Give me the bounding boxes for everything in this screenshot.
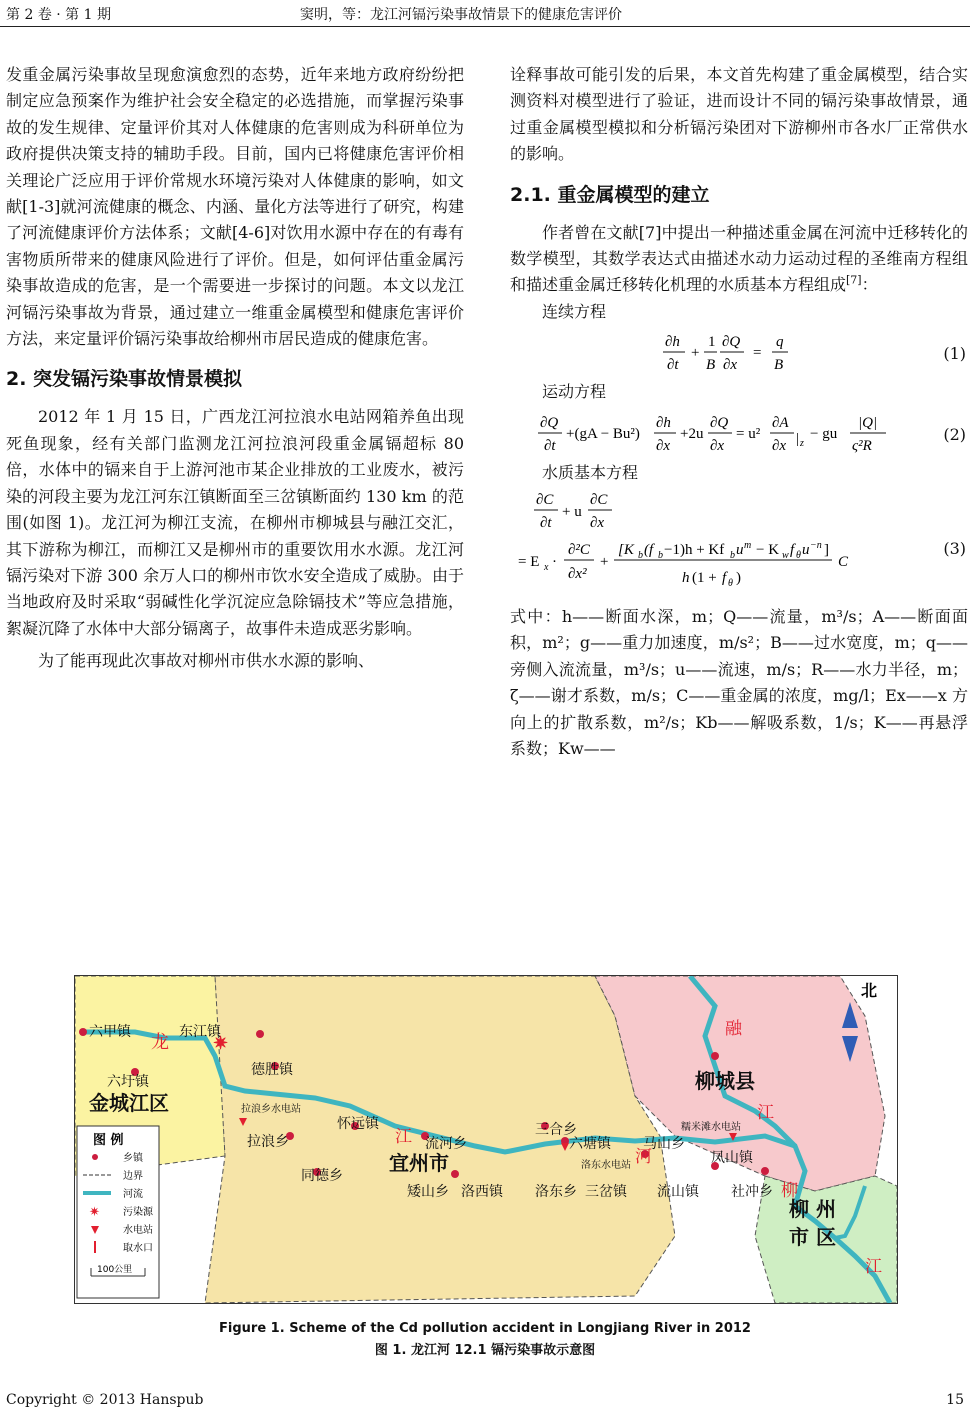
right-column bbox=[510, 62, 968, 763]
svg-text:C: C bbox=[838, 554, 849, 571]
svg-text:(f: (f bbox=[644, 542, 654, 559]
svg-text:矮山乡: 矮山乡 bbox=[407, 1184, 449, 1200]
svg-text:凤山镇: 凤山镇 bbox=[711, 1150, 753, 1166]
paragraph: 为了能再现此次事故对柳州市供水水源的影响、 bbox=[38, 651, 375, 671]
svg-text:∂C: ∂C bbox=[536, 492, 554, 509]
svg-text:∂x: ∂x bbox=[710, 437, 725, 454]
journal-volume: 第 2 卷 · 第 1 期 bbox=[6, 7, 111, 23]
svg-text:+: + bbox=[600, 554, 609, 571]
svg-text:− K: − K bbox=[756, 542, 780, 559]
svg-text:∂Q: ∂Q bbox=[710, 414, 729, 431]
svg-text:水电站: 水电站 bbox=[123, 1225, 153, 1236]
momentum-equation bbox=[510, 410, 940, 456]
svg-text:∂C: ∂C bbox=[590, 492, 608, 509]
svg-text:1: 1 bbox=[708, 334, 716, 351]
subsection-heading: 2.1. 重金属模型的建立 bbox=[510, 183, 710, 206]
svg-text:=: = bbox=[753, 345, 762, 362]
svg-text:江: 江 bbox=[865, 1257, 882, 1277]
svg-text:x: x bbox=[544, 562, 549, 574]
equation-label: 运动方程 bbox=[542, 382, 607, 402]
svg-text:+: + bbox=[691, 345, 700, 362]
water-quality-equation bbox=[510, 490, 940, 590]
svg-text:边界: 边界 bbox=[123, 1171, 143, 1182]
svg-text:f: f bbox=[722, 570, 727, 587]
map-figure bbox=[74, 975, 898, 1304]
svg-text:B: B bbox=[706, 357, 716, 374]
svg-text:德胜镇: 德胜镇 bbox=[251, 1062, 293, 1078]
continuity-equation bbox=[510, 329, 940, 375]
svg-text:∂Q: ∂Q bbox=[540, 414, 559, 431]
svg-text:∂t: ∂t bbox=[544, 437, 556, 454]
svg-text:江: 江 bbox=[757, 1103, 774, 1123]
svg-text:θ: θ bbox=[728, 578, 733, 590]
paragraph: 诠释事故可能引发的后果，本文首先构建了重金属模型，结合实测资料对模型进行了验证，进而设计不同的镉污染事故情景，通过重金属模型模拟和分析镉污染团对下游柳州市各水厂正常供水的影响。 bbox=[510, 65, 968, 164]
svg-text:b: b bbox=[638, 550, 643, 562]
running-header bbox=[0, 0, 970, 27]
svg-text:三合乡: 三合乡 bbox=[535, 1122, 577, 1138]
svg-text:u: u bbox=[802, 542, 810, 559]
svg-text:东江镇: 东江镇 bbox=[179, 1024, 221, 1040]
svg-text:流河乡: 流河乡 bbox=[425, 1136, 467, 1152]
svg-text:|: | bbox=[796, 430, 800, 447]
svg-text:宜州市: 宜州市 bbox=[389, 1151, 449, 1175]
svg-text:柳城县: 柳城县 bbox=[695, 1069, 755, 1093]
svg-text:w: w bbox=[782, 550, 789, 562]
svg-text:融: 融 bbox=[725, 1019, 742, 1039]
svg-text:[K: [K bbox=[618, 542, 634, 559]
svg-text:θ: θ bbox=[796, 550, 801, 562]
figure-caption-zh: 图 1. 龙江河 12.1 镉污染事故示意图 bbox=[374, 1343, 596, 1358]
running-title: 窦明，等：龙江河镉污染事故情景下的健康危害评价 bbox=[300, 7, 622, 23]
equation-2 bbox=[510, 410, 968, 456]
svg-text:u: u bbox=[736, 542, 744, 559]
svg-text:马山乡: 马山乡 bbox=[643, 1136, 685, 1152]
svg-text:m: m bbox=[744, 540, 752, 552]
svg-text:∂h: ∂h bbox=[656, 414, 671, 431]
svg-text:= E: = E bbox=[518, 554, 540, 571]
svg-text:+ u: + u bbox=[562, 504, 582, 521]
svg-text:B: B bbox=[774, 357, 784, 374]
svg-text:河: 河 bbox=[635, 1147, 652, 1167]
svg-text:金城江区: 金城江区 bbox=[89, 1091, 169, 1115]
svg-text:− gu: − gu bbox=[810, 425, 838, 442]
equation-label: 水质基本方程 bbox=[542, 462, 639, 482]
svg-text:图 例: 图 例 bbox=[93, 1133, 124, 1148]
svg-text:∂x²: ∂x² bbox=[568, 566, 587, 583]
page-number: 15 bbox=[946, 1392, 964, 1408]
figure-caption-en: Figure 1. Scheme of the Cd pollution accident in Longjiang River in 2012 bbox=[219, 1321, 751, 1336]
svg-text:]: ] bbox=[824, 542, 829, 559]
svg-text:(1 +: (1 + bbox=[692, 570, 717, 587]
svg-text:∂t: ∂t bbox=[540, 515, 552, 532]
svg-text:∂h: ∂h bbox=[665, 334, 680, 351]
svg-text:取水口: 取水口 bbox=[123, 1243, 153, 1254]
svg-text:−n: −n bbox=[810, 540, 822, 552]
paragraph: 作者曾在文献[7]中提出一种描述重金属在河流中迁移转化的数学模型，其数学表达式由描述水动力运动过程的圣维南方程组和描述重金属迁移转化机理的水质基本方程组成[7]： bbox=[510, 222, 968, 295]
svg-text:∂x: ∂x bbox=[772, 437, 787, 454]
svg-text:三岔镇: 三岔镇 bbox=[585, 1184, 627, 1200]
equation-3 bbox=[510, 490, 968, 590]
svg-text:糯米滩水电站: 糯米滩水电站 bbox=[681, 1122, 741, 1133]
pollution-map bbox=[75, 976, 897, 1303]
svg-text:): ) bbox=[736, 570, 741, 587]
svg-text:六圩镇: 六圩镇 bbox=[107, 1074, 149, 1090]
svg-text:六塘镇: 六塘镇 bbox=[569, 1136, 611, 1152]
svg-text:∂x: ∂x bbox=[590, 515, 605, 532]
left-column bbox=[6, 62, 464, 675]
svg-text:拉浪乡: 拉浪乡 bbox=[247, 1134, 289, 1150]
svg-text:∂²C: ∂²C bbox=[568, 542, 590, 559]
svg-text:江: 江 bbox=[395, 1127, 412, 1147]
svg-text:洛东水电站: 洛东水电站 bbox=[581, 1160, 631, 1171]
equation-number: (2) bbox=[943, 424, 966, 444]
svg-text:柳 州: 柳 州 bbox=[789, 1197, 836, 1221]
svg-text:= u²: = u² bbox=[736, 425, 761, 442]
svg-text:z: z bbox=[800, 437, 804, 449]
section-heading: 2. 突发镉污染事故情景模拟 bbox=[6, 368, 243, 391]
svg-text:✷: ✷ bbox=[89, 1205, 100, 1220]
svg-text:∂Q: ∂Q bbox=[722, 334, 741, 351]
svg-text:乡镇: 乡镇 bbox=[123, 1153, 143, 1164]
paragraph: 2012 年 1 月 15 日，广西龙江河拉浪水电站网箱养鱼出现死鱼现象，经有关部门监测龙江河拉浪河段重金属镉超标 80 倍，水体中的镉来自于上游河池市某企业排放的工业废水，被污染的河段主要为龙江河东江镇断面至三岔镇断面约 130 km 的范围(如图 1)。龙江河为柳江支流，在柳州市柳城县与融江交汇，其下游称为柳江，而柳江又是柳州市的重要饮用水水源。龙江河镉污染对下游 300 余万人口的柳州市饮水安全造成了威胁。由于当地政府及时采取“弱碱性化学沉淀应急除镉技术”等应急措施，絮凝沉降了水体中大部分镉离子，故事件未造成恶劣影响。 bbox=[6, 407, 464, 638]
svg-text:社冲乡: 社冲乡 bbox=[731, 1184, 773, 1200]
svg-text:∂x: ∂x bbox=[723, 357, 738, 374]
svg-text:六甲镇: 六甲镇 bbox=[89, 1024, 131, 1040]
svg-text:∂A: ∂A bbox=[772, 414, 789, 431]
svg-text:f: f bbox=[790, 542, 795, 559]
svg-text:龙: 龙 bbox=[151, 1032, 169, 1053]
svg-text:h: h bbox=[682, 570, 690, 587]
svg-text:+(gA − Bu²): +(gA − Bu²) bbox=[566, 425, 640, 442]
svg-text:·: · bbox=[552, 554, 557, 571]
pollution-source-icon: ✷ bbox=[213, 1033, 229, 1054]
svg-text:100公里: 100公里 bbox=[97, 1265, 133, 1275]
equation-1 bbox=[510, 329, 968, 375]
svg-text:怀远镇: 怀远镇 bbox=[337, 1116, 379, 1132]
north-label: 北 bbox=[861, 981, 878, 1000]
svg-text:市 区: 市 区 bbox=[789, 1225, 836, 1249]
copyright: Copyright © 2013 Hanspub bbox=[6, 1392, 204, 1408]
svg-text:柳: 柳 bbox=[781, 1181, 798, 1201]
svg-text:b: b bbox=[658, 550, 663, 562]
svg-text:b: b bbox=[730, 550, 735, 562]
paragraph: 发重金属污染事故呈现愈演愈烈的态势，近年来地方政府纷纷把制定应急预案作为维护社会安全稳定的必选措施，而掌握污染事故的发生规律、定量评价其对人体健康的危害则成为科研单位为政府提供决策支持的辅助手段。目前，国内已将健康危害评价相关理论广泛应用于评价常规水环境污染对人体健康的影响，如文献[1-3]就河流健康的概念、内涵、量化方法等进行了研究，构建了河流健康评价方法体系；文献[4-6]对饮用水源中存在的有毒有害物质所带来的健康风险进行了评价。但是，如何评估重金属污染事故造成的危害，是一个需要进一步探讨的问题。本文以龙江河镉污染事故为背景，通过建立一维重金属模型和健康危害评价方法，来定量评价镉污染事故给柳州市居民造成的健康危害。 bbox=[6, 65, 464, 349]
svg-text:同德乡: 同德乡 bbox=[301, 1168, 343, 1184]
svg-text:河流: 河流 bbox=[123, 1189, 143, 1200]
svg-text:拉浪乡水电站: 拉浪乡水电站 bbox=[241, 1104, 301, 1115]
svg-text:污染源: 污染源 bbox=[123, 1207, 153, 1218]
svg-text:−1)h + Kf: −1)h + Kf bbox=[664, 542, 725, 559]
svg-text:|Q|: |Q| bbox=[858, 414, 878, 431]
svg-text:流山镇: 流山镇 bbox=[657, 1184, 699, 1200]
svg-text:+2u: +2u bbox=[680, 425, 704, 442]
svg-text:∂x: ∂x bbox=[656, 437, 671, 454]
equation-number: (1) bbox=[943, 344, 966, 364]
svg-text:ς²R: ς²R bbox=[852, 437, 872, 454]
symbol-definitions: 式中：h——断面水深，m；Q——流量，m³/s；A——断面面积，m²；g——重力加速度，m/s²；B——过水宽度，m；q——旁侧入流流量，m³/s；u——流速，m/s；R——水力半径，m；ζ——谢才系数，m/s；C——重金属的浓度，mg/l；Ex——x 方向上的扩散系数，m²/s；Kb——解吸系数，1/s；K——再悬浮系数；Kw—— bbox=[510, 607, 968, 759]
svg-text:∂t: ∂t bbox=[667, 357, 679, 374]
equation-number: (3) bbox=[943, 539, 966, 559]
svg-text:q: q bbox=[776, 334, 784, 351]
map-legend bbox=[77, 1126, 159, 1298]
equation-label: 连续方程 bbox=[542, 301, 607, 321]
svg-text:洛西镇: 洛西镇 bbox=[461, 1184, 503, 1200]
svg-text:洛东乡: 洛东乡 bbox=[535, 1184, 577, 1200]
